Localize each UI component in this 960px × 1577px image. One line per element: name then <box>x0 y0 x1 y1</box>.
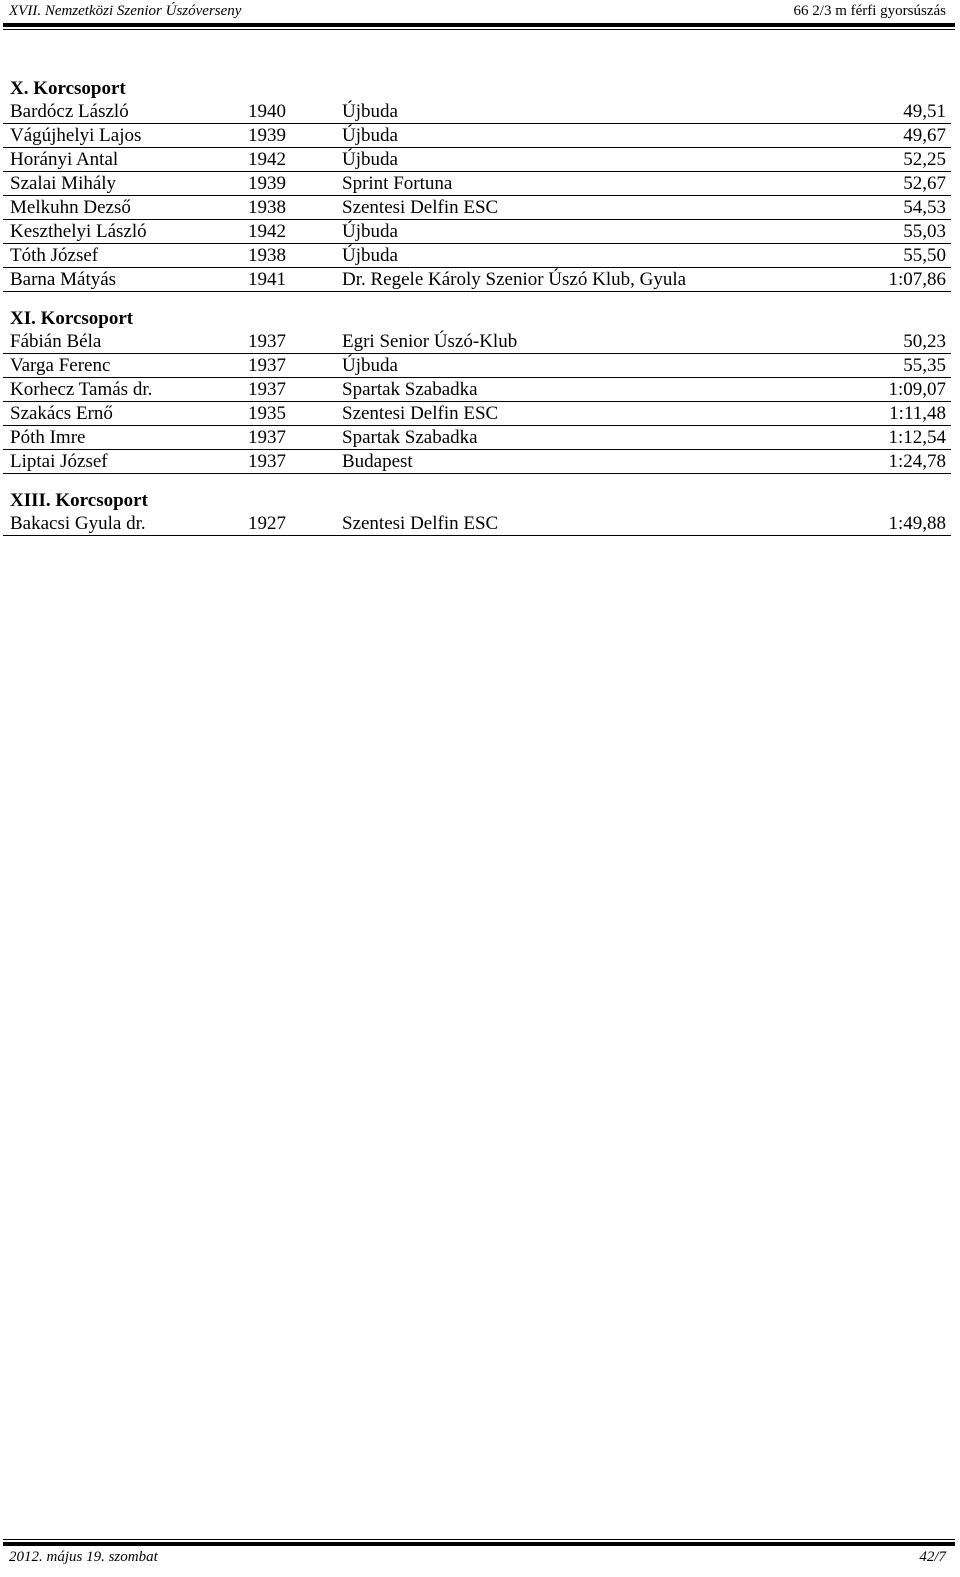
result-time: 55,03 <box>903 221 946 242</box>
birth-year: 1939 <box>248 173 286 194</box>
swimmer-name: Póth Imre <box>10 427 86 448</box>
club-name: Szentesi Delfin ESC <box>342 513 499 534</box>
birth-year: 1937 <box>248 379 286 400</box>
club-name: Újbuda <box>342 125 398 146</box>
result-row <box>3 354 951 378</box>
birth-year: 1937 <box>248 355 286 376</box>
age-group <box>0 490 960 536</box>
age-group-title: X. Korcsoport <box>10 78 126 99</box>
result-time: 52,67 <box>903 173 946 194</box>
club-name: Újbuda <box>342 101 398 122</box>
race-title: 66 2/3 m férfi gyorsúszás <box>793 3 946 19</box>
event-title: XVII. Nemzetközi Szenior Úszóverseny <box>9 3 242 19</box>
result-row <box>3 244 951 268</box>
swimmer-name: Szakács Ernő <box>10 403 113 424</box>
swimmer-name: Korhecz Tamás dr. <box>10 379 153 400</box>
result-row <box>3 402 951 426</box>
result-row <box>3 124 951 148</box>
swimmer-name: Bakacsi Gyula dr. <box>10 513 146 534</box>
swimmer-name: Vágújhelyi Lajos <box>10 125 142 146</box>
club-name: Újbuda <box>342 221 398 242</box>
club-name: Dr. Regele Károly Szenior Úszó Klub, Gyula <box>342 269 687 290</box>
birth-year: 1937 <box>248 427 286 448</box>
result-time: 55,35 <box>903 355 946 376</box>
swimmer-name: Szalai Mihály <box>10 173 117 194</box>
results-content <box>0 78 960 552</box>
swimmer-name: Bardócz László <box>10 101 129 122</box>
result-row <box>3 378 951 402</box>
swimmer-name: Varga Ferenc <box>10 355 111 376</box>
footer-rule-thin <box>3 1539 955 1540</box>
birth-year: 1935 <box>248 403 286 424</box>
footer-date: 2012. május 19. szombat <box>9 1549 158 1565</box>
age-group-title: XI. Korcsoport <box>10 308 134 329</box>
result-time: 1:12,54 <box>888 427 946 448</box>
result-time: 1:24,78 <box>888 451 946 472</box>
result-time: 49,51 <box>903 101 946 122</box>
result-row <box>3 330 951 354</box>
page-footer <box>9 1549 946 1569</box>
result-time: 1:07,86 <box>888 269 946 290</box>
club-name: Egri Senior Úszó-Klub <box>342 331 518 352</box>
club-name: Újbuda <box>342 355 398 376</box>
birth-year: 1941 <box>248 269 286 290</box>
club-name: Budapest <box>342 451 413 472</box>
footer-rule-thick <box>3 1542 955 1546</box>
result-time: 50,23 <box>903 331 946 352</box>
swimmer-name: Barna Mátyás <box>10 269 117 290</box>
club-name: Sprint Fortuna <box>342 173 453 194</box>
swimmer-name: Liptai József <box>10 451 108 472</box>
result-row <box>3 220 951 244</box>
club-name: Spartak Szabadka <box>342 379 478 400</box>
result-row <box>3 100 951 124</box>
result-row <box>3 196 951 220</box>
header-rule-thin <box>3 29 955 30</box>
club-name: Szentesi Delfin ESC <box>342 403 499 424</box>
result-time: 55,50 <box>903 245 946 266</box>
birth-year: 1927 <box>248 513 286 534</box>
header-rule-thick <box>3 23 955 27</box>
page-number: 42/7 <box>919 1549 946 1565</box>
swimmer-name: Keszthelyi László <box>10 221 147 242</box>
age-group <box>0 308 960 474</box>
birth-year: 1937 <box>248 331 286 352</box>
age-group-title: XIII. Korcsoport <box>10 490 148 511</box>
club-name: Újbuda <box>342 245 398 266</box>
page-header <box>9 0 946 22</box>
birth-year: 1938 <box>248 245 286 266</box>
result-time: 54,53 <box>903 197 946 218</box>
result-row <box>3 268 951 292</box>
birth-year: 1940 <box>248 101 286 122</box>
birth-year: 1938 <box>248 197 286 218</box>
birth-year: 1942 <box>248 221 286 242</box>
age-group <box>0 78 960 292</box>
swimmer-name: Melkuhn Dezső <box>10 197 131 218</box>
result-time: 52,25 <box>903 149 946 170</box>
club-name: Újbuda <box>342 149 398 170</box>
swimmer-name: Tóth József <box>10 245 99 266</box>
result-row <box>3 172 951 196</box>
result-time: 1:11,48 <box>889 403 946 424</box>
result-row <box>3 450 951 474</box>
club-name: Spartak Szabadka <box>342 427 478 448</box>
result-time: 49,67 <box>903 125 946 146</box>
swimmer-name: Horányi Antal <box>10 149 119 170</box>
result-time: 1:09,07 <box>888 379 946 400</box>
result-row <box>3 426 951 450</box>
result-time: 1:49,88 <box>888 513 946 534</box>
result-row <box>3 512 951 536</box>
birth-year: 1939 <box>248 125 286 146</box>
birth-year: 1942 <box>248 149 286 170</box>
birth-year: 1937 <box>248 451 286 472</box>
club-name: Szentesi Delfin ESC <box>342 197 499 218</box>
result-row <box>3 148 951 172</box>
swimmer-name: Fábián Béla <box>10 331 102 352</box>
